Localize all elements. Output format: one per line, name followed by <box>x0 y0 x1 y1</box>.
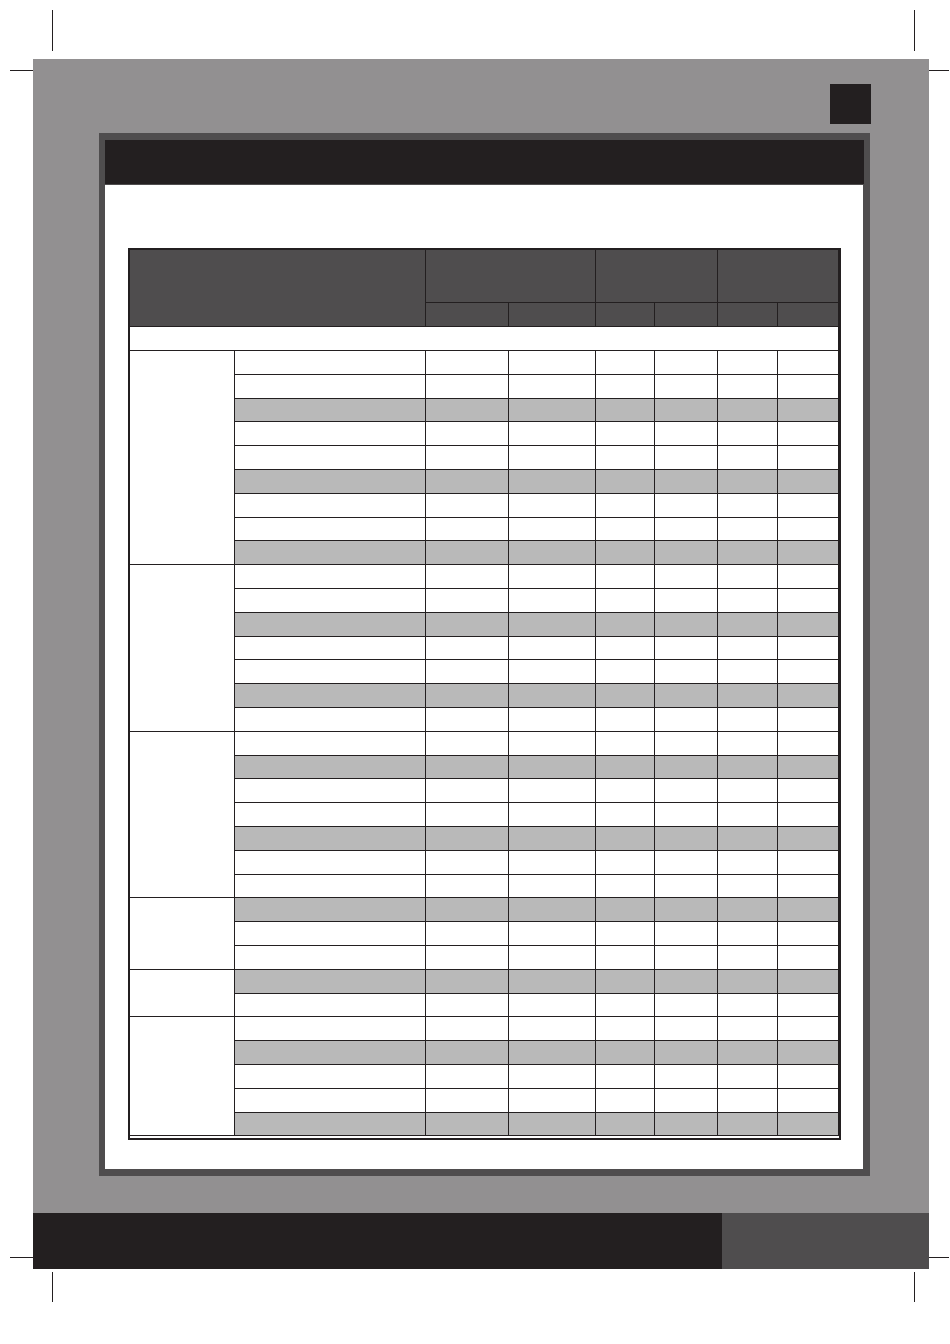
table-cell <box>509 660 596 684</box>
row-label-cell <box>235 922 426 946</box>
table-cell <box>426 637 509 661</box>
row-label-cell <box>235 637 426 661</box>
table-cell <box>655 684 718 708</box>
table-cell <box>718 1065 778 1089</box>
table-cell <box>655 1041 718 1065</box>
table-cell <box>718 994 778 1018</box>
table-cell <box>655 756 718 780</box>
table-cell <box>426 708 509 732</box>
table-cell <box>778 375 839 399</box>
table-cell <box>426 565 509 589</box>
table-cell <box>778 565 839 589</box>
table-cell <box>596 922 655 946</box>
table-cell <box>596 875 655 899</box>
table-cell <box>718 779 778 803</box>
table-cell <box>596 756 655 780</box>
table-cell <box>426 851 509 875</box>
table-cell <box>655 803 718 827</box>
table-cell <box>509 922 596 946</box>
crop-mark-top-left <box>52 10 53 51</box>
table-cell <box>718 660 778 684</box>
table-cell <box>509 351 596 375</box>
table-cell <box>655 1089 718 1113</box>
table-cell <box>718 851 778 875</box>
row-label-cell <box>235 898 426 922</box>
table-cell <box>509 994 596 1018</box>
row-label-cell <box>235 708 426 732</box>
table-cell <box>596 684 655 708</box>
row-label-cell <box>235 756 426 780</box>
table-cell <box>778 637 839 661</box>
table-cell <box>655 827 718 851</box>
table-cell <box>596 470 655 494</box>
table-cell <box>778 1041 839 1065</box>
table-cell <box>596 446 655 470</box>
header-subcol-cell <box>655 303 718 327</box>
table-cell <box>778 399 839 423</box>
table-cell <box>596 779 655 803</box>
row-label-cell <box>235 565 426 589</box>
table-cell <box>718 922 778 946</box>
table-cell <box>778 946 839 970</box>
header-group-cell <box>718 250 839 303</box>
table-cell <box>596 565 655 589</box>
table-cell <box>426 756 509 780</box>
table-cell <box>509 803 596 827</box>
header-subcol-cell <box>778 303 839 327</box>
table-cell <box>509 589 596 613</box>
table-cell <box>778 779 839 803</box>
table-cell <box>426 660 509 684</box>
table-cell <box>509 1065 596 1089</box>
table-cell <box>509 518 596 542</box>
table-cell <box>718 375 778 399</box>
row-label-cell <box>235 779 426 803</box>
table-cell <box>718 399 778 423</box>
table-cell <box>718 875 778 899</box>
table-cell <box>596 1041 655 1065</box>
table-cell <box>778 351 839 375</box>
table-cell <box>596 541 655 565</box>
row-label-cell <box>235 470 426 494</box>
table-cell <box>509 1089 596 1113</box>
table-cell <box>655 494 718 518</box>
table-cell <box>509 756 596 780</box>
table-cell <box>778 470 839 494</box>
table-cell <box>596 1089 655 1113</box>
table-cell <box>655 1113 718 1137</box>
row-label-cell <box>235 446 426 470</box>
table-cell <box>596 399 655 423</box>
group-label-cell <box>130 351 235 565</box>
row-label-cell <box>235 422 426 446</box>
table-cell <box>509 399 596 423</box>
table-cell <box>655 970 718 994</box>
table-cell <box>426 422 509 446</box>
table-cell <box>509 898 596 922</box>
crop-mark-bottom-right <box>914 1272 915 1302</box>
row-label-cell <box>235 541 426 565</box>
table-cell <box>655 399 718 423</box>
table-cell <box>718 756 778 780</box>
table-cell <box>718 589 778 613</box>
table-cell <box>509 779 596 803</box>
table-cell <box>426 1089 509 1113</box>
table-cell <box>426 898 509 922</box>
table-cell <box>596 422 655 446</box>
group-label-cell <box>130 898 235 969</box>
table-cell <box>718 1089 778 1113</box>
table-cell <box>718 1041 778 1065</box>
table-cell <box>778 827 839 851</box>
table-cell <box>778 994 839 1018</box>
row-label-cell <box>235 660 426 684</box>
table-cell <box>596 994 655 1018</box>
table-cell <box>509 827 596 851</box>
crop-mark-top-right <box>914 10 915 51</box>
table-cell <box>426 375 509 399</box>
section-row <box>130 327 839 351</box>
table-cell <box>718 351 778 375</box>
table-cell <box>596 732 655 756</box>
table-cell <box>596 1065 655 1089</box>
row-label-cell <box>235 1089 426 1113</box>
row-label-cell <box>235 613 426 637</box>
table-cell <box>778 756 839 780</box>
table-cell <box>509 446 596 470</box>
table-cell <box>718 613 778 637</box>
row-label-cell <box>235 732 426 756</box>
table-cell <box>509 375 596 399</box>
row-label-cell <box>235 875 426 899</box>
row-label-cell <box>235 375 426 399</box>
row-label-cell <box>235 1065 426 1089</box>
table-cell <box>655 565 718 589</box>
table-cell <box>509 732 596 756</box>
row-label-cell <box>235 1113 426 1137</box>
table-cell <box>718 946 778 970</box>
table-cell <box>596 637 655 661</box>
footer-bar <box>33 1213 722 1269</box>
table-cell <box>778 541 839 565</box>
table-cell <box>426 446 509 470</box>
table-cell <box>655 375 718 399</box>
page-number-tab <box>830 84 871 124</box>
group-label-cell <box>130 565 235 732</box>
table-cell <box>718 970 778 994</box>
table-cell <box>655 1065 718 1089</box>
table-cell <box>655 518 718 542</box>
table-cell <box>426 470 509 494</box>
table-cell <box>718 470 778 494</box>
table-cell <box>778 1017 839 1041</box>
row-label-cell <box>235 851 426 875</box>
table-cell <box>509 613 596 637</box>
table-cell <box>718 565 778 589</box>
table-cell <box>426 1065 509 1089</box>
table-cell <box>718 541 778 565</box>
table-cell <box>655 875 718 899</box>
table-cell <box>655 851 718 875</box>
table-cell <box>596 1113 655 1137</box>
table-cell <box>596 851 655 875</box>
row-label-cell <box>235 399 426 423</box>
table-cell <box>655 994 718 1018</box>
table-cell <box>426 827 509 851</box>
table-cell <box>596 494 655 518</box>
table-cell <box>718 827 778 851</box>
table-cell <box>655 1017 718 1041</box>
table-cell <box>778 875 839 899</box>
table-cell <box>596 970 655 994</box>
table-cell <box>426 351 509 375</box>
table-cell <box>778 684 839 708</box>
table-cell <box>778 589 839 613</box>
table-cell <box>655 351 718 375</box>
table-cell <box>596 708 655 732</box>
header-feature-cell <box>130 250 426 327</box>
table-cell <box>655 922 718 946</box>
table-cell <box>778 494 839 518</box>
table-cell <box>778 732 839 756</box>
row-label-cell <box>235 518 426 542</box>
footer-tab <box>722 1213 929 1269</box>
table-cell <box>596 351 655 375</box>
table-cell <box>778 518 839 542</box>
row-label-cell <box>235 351 426 375</box>
table-cell <box>778 898 839 922</box>
header-group-cell <box>596 250 718 303</box>
table-cell <box>655 708 718 732</box>
table-cell <box>509 637 596 661</box>
table-cell <box>426 1017 509 1041</box>
table-cell <box>426 613 509 637</box>
table-cell <box>509 851 596 875</box>
table-cell <box>596 660 655 684</box>
table-cell <box>655 898 718 922</box>
crop-mark-bottom-left <box>52 1272 53 1302</box>
table-cell <box>718 898 778 922</box>
table-cell <box>596 898 655 922</box>
table-cell <box>426 684 509 708</box>
table-cell <box>426 1041 509 1065</box>
table-cell <box>655 422 718 446</box>
table-cell <box>778 851 839 875</box>
table-cell <box>509 684 596 708</box>
header-subcol-cell <box>596 303 655 327</box>
table-cell <box>718 1017 778 1041</box>
table-cell <box>426 1113 509 1137</box>
group-label-cell <box>130 732 235 899</box>
table-cell <box>778 422 839 446</box>
table-cell <box>509 1041 596 1065</box>
table-cell <box>426 779 509 803</box>
table-cell <box>509 494 596 518</box>
table-cell <box>596 589 655 613</box>
header-subcol-cell <box>426 303 509 327</box>
row-label-cell <box>235 803 426 827</box>
table-cell <box>509 541 596 565</box>
table-cell <box>655 660 718 684</box>
row-label-cell <box>235 684 426 708</box>
table-cell <box>426 803 509 827</box>
table-cell <box>596 946 655 970</box>
table-cell <box>426 732 509 756</box>
table-cell <box>426 399 509 423</box>
table-cell <box>718 518 778 542</box>
table-cell <box>509 1113 596 1137</box>
table-cell <box>426 494 509 518</box>
row-label-cell <box>235 1041 426 1065</box>
table-cell <box>655 946 718 970</box>
table-cell <box>509 422 596 446</box>
table-cell <box>509 1017 596 1041</box>
table-cell <box>509 875 596 899</box>
table-cell <box>655 637 718 661</box>
table-cell <box>426 994 509 1018</box>
table-cell <box>596 613 655 637</box>
table-cell <box>778 1113 839 1137</box>
table-cell <box>655 732 718 756</box>
header-subcol-cell <box>718 303 778 327</box>
table-cell <box>718 803 778 827</box>
table-cell <box>426 922 509 946</box>
row-label-cell <box>235 827 426 851</box>
table-cell <box>655 779 718 803</box>
table-cell <box>655 446 718 470</box>
table-cell <box>718 494 778 518</box>
table-cell <box>596 803 655 827</box>
table-cell <box>426 875 509 899</box>
spec-table <box>128 248 841 1140</box>
table-cell <box>655 613 718 637</box>
table-cell <box>778 1065 839 1089</box>
table-cell <box>718 637 778 661</box>
row-label-cell <box>235 1017 426 1041</box>
table-cell <box>778 922 839 946</box>
table-cell <box>596 375 655 399</box>
header-group-cell <box>426 250 596 303</box>
table-cell <box>426 589 509 613</box>
row-label-cell <box>235 946 426 970</box>
table-cell <box>778 803 839 827</box>
table-cell <box>509 946 596 970</box>
table-cell <box>596 1017 655 1041</box>
group-label-cell <box>130 970 235 1018</box>
table-cell <box>596 518 655 542</box>
table-cell <box>718 422 778 446</box>
row-label-cell <box>235 589 426 613</box>
table-cell <box>596 827 655 851</box>
table-cell <box>509 708 596 732</box>
table-cell <box>778 613 839 637</box>
table-cell <box>655 589 718 613</box>
table-cell <box>718 446 778 470</box>
table-cell <box>426 518 509 542</box>
table-cell <box>778 446 839 470</box>
table-cell <box>778 660 839 684</box>
table-cell <box>509 470 596 494</box>
table-cell <box>718 708 778 732</box>
panel-header-bar <box>105 140 864 184</box>
table-cell <box>718 732 778 756</box>
table-cell <box>426 946 509 970</box>
table-cell <box>778 970 839 994</box>
table-cell <box>718 684 778 708</box>
table-cell <box>718 1113 778 1137</box>
table-cell <box>778 1089 839 1113</box>
table-cell <box>509 970 596 994</box>
table-cell <box>655 541 718 565</box>
row-label-cell <box>235 970 426 994</box>
group-label-cell <box>130 1017 235 1136</box>
row-label-cell <box>235 994 426 1018</box>
table-cell <box>509 565 596 589</box>
table-cell <box>426 541 509 565</box>
row-label-cell <box>235 494 426 518</box>
table-cell <box>426 970 509 994</box>
header-subcol-cell <box>509 303 596 327</box>
table-cell <box>778 708 839 732</box>
table-cell <box>655 470 718 494</box>
